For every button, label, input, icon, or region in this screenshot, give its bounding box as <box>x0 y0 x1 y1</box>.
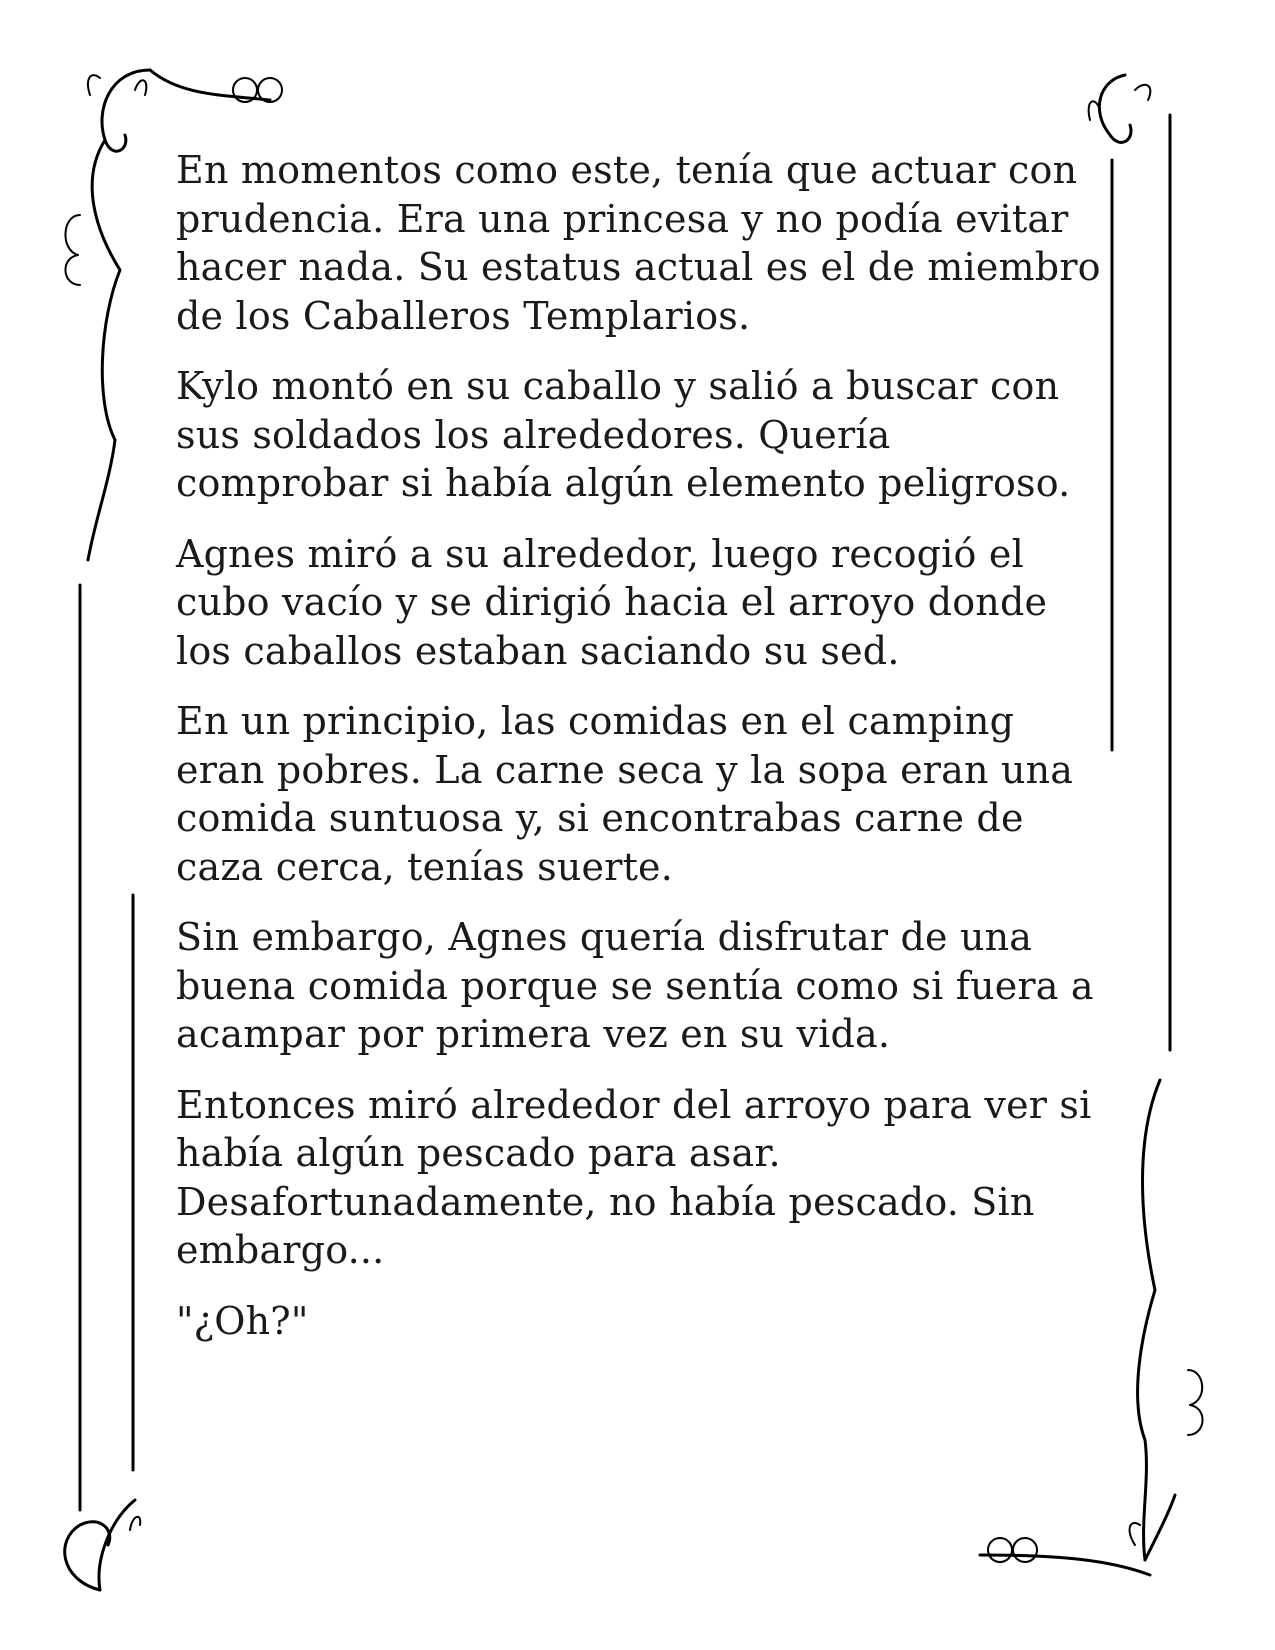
paragraph-2: Kylo montó en su caballo y salió a buscar con sus soldados los alrededores. Quería comprobar si había algún elemento peligroso. <box>176 364 1071 505</box>
paragraph-5: Sin embargo, Agnes quería disfrutar de una buena comida porque se sentía como si fuera a acampar por primera vez en su vida. <box>176 915 1094 1056</box>
paragraph-7: "¿Oh?" <box>176 1298 309 1343</box>
paragraph-4: En un principio, las comidas en el camping eran pobres. La carne seca y la sopa eran una comida suntuosa y, si encontrabas carne de caza cerca, tenías suerte. <box>176 699 1074 889</box>
body-text <box>176 146 1106 1367</box>
paragraph-6: Entonces miró alrededor del arroyo para ver si había algún pescado para asar. Desafortunadamente, no había pescado. Sin embargo... <box>176 1082 1092 1272</box>
paragraph-1: En momentos como este, tenía que actuar con prudencia. Era una princesa y no podía evitar hacer nada. Su estatus actual es el de miembro de los Caballeros Templarios. <box>176 148 1101 338</box>
paragraph-3: Agnes miró a su alrededor, luego recogió el cubo vacío y se dirigió hacia el arroyo donde los caballos estaban saciando su sed. <box>176 531 1048 673</box>
